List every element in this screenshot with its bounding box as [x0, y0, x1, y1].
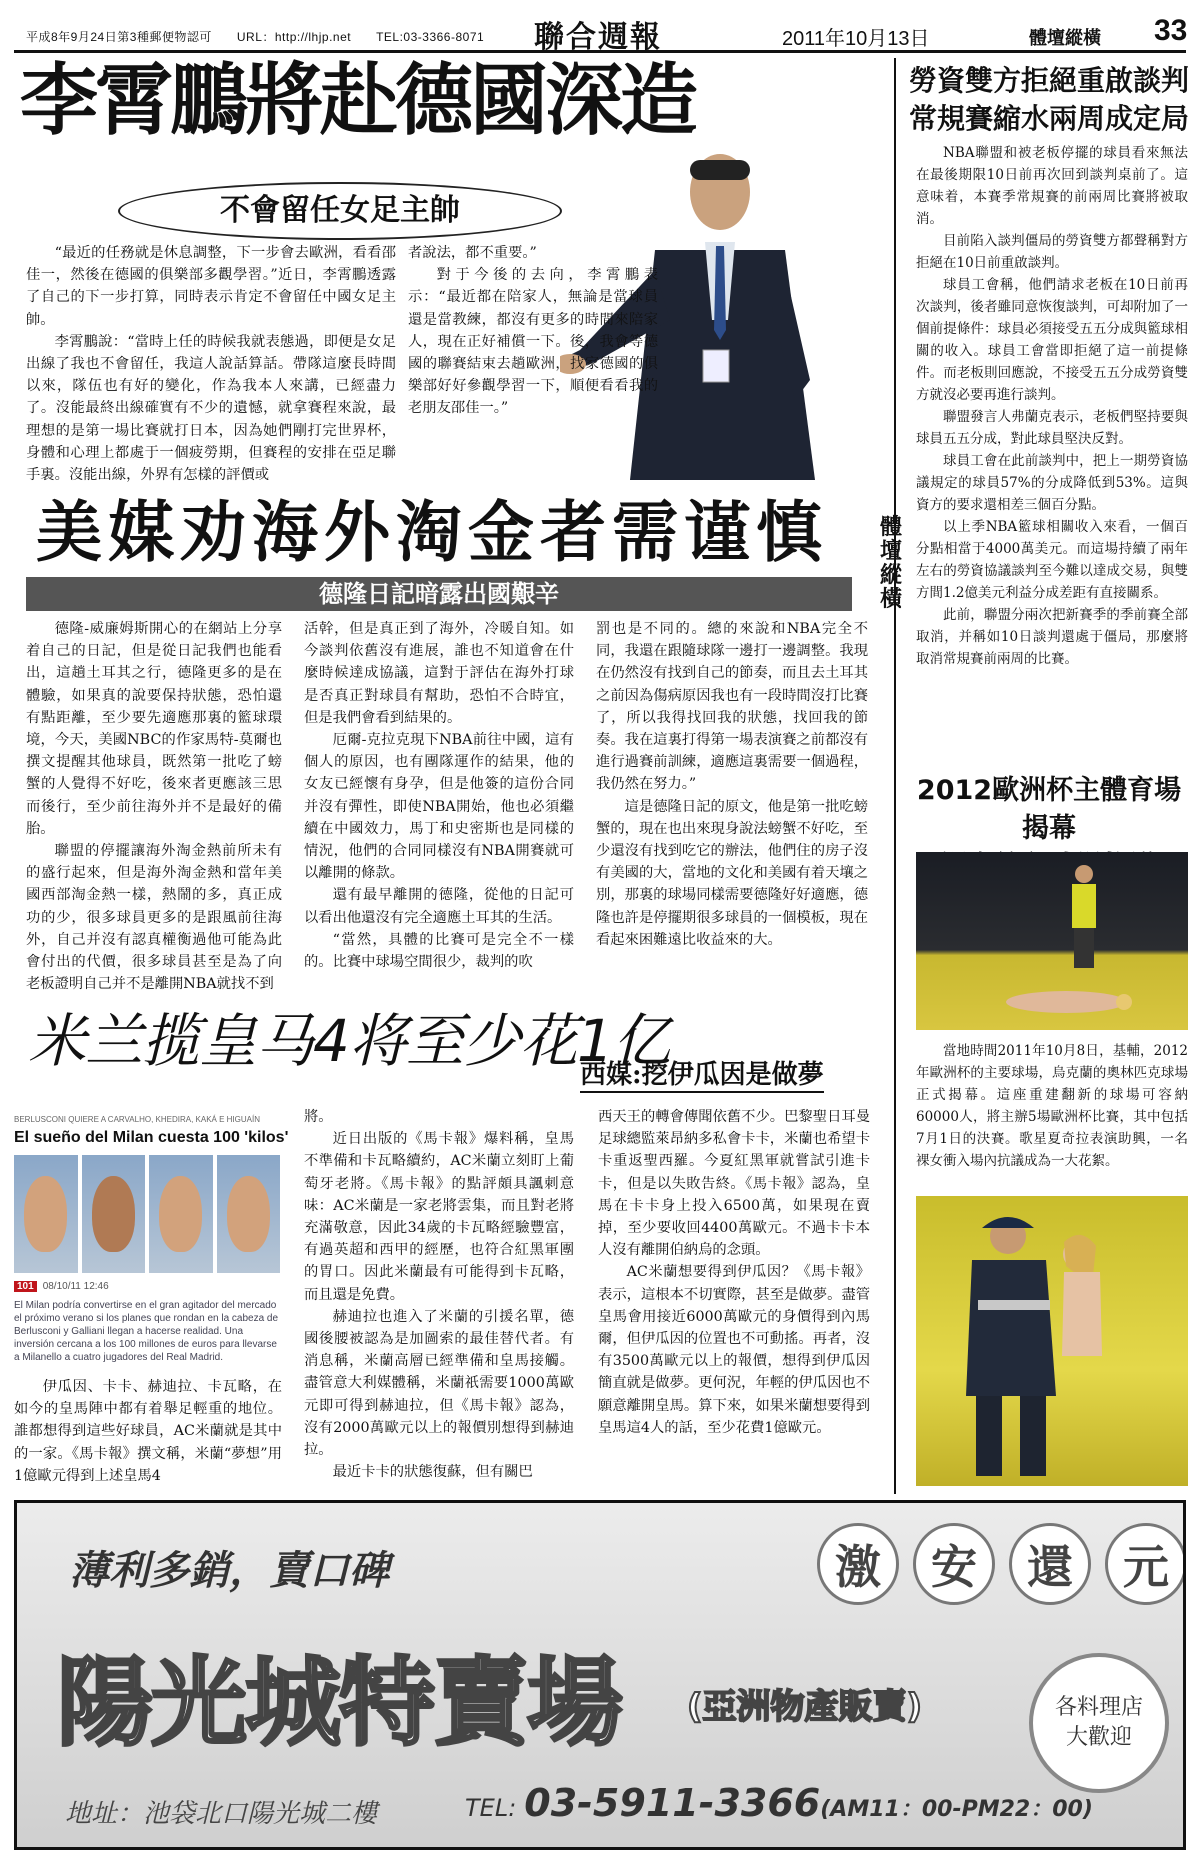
stadium-protest-photo	[916, 852, 1188, 1030]
player-photo	[149, 1155, 213, 1273]
player-portraits	[14, 1155, 280, 1273]
ad-badge: 激	[817, 1523, 899, 1605]
clipping-date: 08/10/11 12:46	[42, 1281, 109, 1292]
comment-badge: 101	[14, 1281, 37, 1292]
ad-slogan: 薄利多銷，賣口碑	[69, 1548, 389, 1594]
player-photo	[217, 1155, 281, 1273]
ad-welcome-stamp	[1029, 1653, 1169, 1793]
ad-hours: (AM11：00-PM22：00)	[820, 1797, 1093, 1822]
sidebar-article2-body: 當地時間2011年10月8日，基輔，2012年歐洲杯的主要球場，烏克蘭的奧林匹克球場正式揭幕。這座重建翻新的球場可容納60000人，將主辦5場歐洲杯比賽，其中包括7月1日的決賽。歌星夏奇拉表演助興，一名裸女衝入場內抗議成為一大花絮。	[916, 1043, 1188, 1169]
ad-badge: 安	[913, 1523, 995, 1605]
article1-headline: 李霄鵬將赴德國深造	[20, 56, 696, 146]
article2-column-2: 活幹，但是真正到了海外，冷暖自知。如今談判依舊沒有進展，誰也不知道會在什麼時候達成協議，這對于評估在海外打球是否真正對球員有幫助，恐怕不合時宜，但是我們會看到結果的。 厄爾-克拉克現下NBA前往中國，這有個人的原因，也有團隊運作的結果，他的女友已經懷有身孕，但是他簽的這份合同并沒有彈性，即使NBA開始，他也必須繼續在中國效力，馬丁和史密斯也是同樣的情況，他們的合同同樣沒有NBA開賽就可以離開的條款。 還有最早離開的德隆，從他的日記可以看出他還沒有完全適應土耳其的生活。 “當然，具體的比賽可是完全不一樣的。比賽中球場空間很少，裁判的吹	[304, 621, 574, 971]
clipping-text: El Milan podría convertirse en el gran agitador del mercado el próximo verano si los planes que rondan en la cabeza de Berlusconi y Galliani llegan a hacerse realidad. Una inversión cercana a los 100 millones de euros para llevarse a Milanello a cuatro jugadores del Real Madrid.	[14, 1300, 279, 1363]
article3-subtitle: 西媒:挖伊瓜因是做夢	[580, 1054, 824, 1093]
article3-column-2: 將。 近日出版的《馬卡報》爆料稱，皇馬不準備和卡瓦略續約，AC米蘭立刻盯上葡萄牙老將。《馬卡報》的點評頗具諷刺意味：AC米蘭是一家老將雲集，而且對老將充滿敬意，因此34歲的卡瓦略經驗豐富，有過英超和西甲的經歷，也符合紅黑軍團的胃口。因此米蘭最有可能得到卡瓦略，而且還是免費。 赫迪拉也進入了米蘭的引援名單，德國後腰被認為是加圖索的最佳替代者。有消息稱，米蘭高層已經準備和皇馬接觸。盡管意大利媒體稱，米蘭祇需要1000萬歐元即可得到赫迪拉，但《馬卡報》認為，沒有2000萬歐元以上的報價別想得到赫迪拉。 最近卡卡的狀態復蘇，但有關巴	[304, 1109, 574, 1481]
issue-date: 2011年10月13日	[782, 28, 930, 50]
player-photo	[14, 1155, 78, 1273]
sidebar-divider	[894, 58, 896, 1494]
ad-address: 地址：池袋北口陽光城二樓	[65, 1799, 378, 1829]
ad-tel-number: 03-5911-3366	[524, 1781, 821, 1825]
player-photo	[82, 1155, 146, 1273]
article3-column-3: 西天王的轉會傳聞依舊不少。巴黎聖日耳曼足球總監萊昂納多私會卡卡，米蘭也希望卡卡重返聖西羅。今夏紅黑軍就嘗試引進卡卡，但是以失敗告終。《馬卡報》認為，皇馬在卡卡身上投入6500萬，如果現在賣掉，至少要收回4400萬歐元。不過卡卡本人沒有離開伯納烏的念頭。 AC米蘭想要得到伊瓜因？《馬卡報》表示，這根本不切實際，甚至是做夢。盡管皇馬會用接近6000萬歐元的身價得到內馬爾，但伊瓜因的位置也不可動搖。再者，沒有3500萬歐元以上的報價，想得到伊瓜因簡直就是做夢。更何況，年輕的伊瓜因也不願意離開皇馬。算下來，如果米蘭想要得到皇馬這4人的話，至少花費1億歐元。	[598, 1109, 870, 1436]
ad-store-name: 陽光城特賣場	[57, 1647, 621, 1759]
clipping-title: El sueño del Milan cuesta 100 'kilos'	[14, 1129, 289, 1146]
article3-column-1: 伊瓜因、卡卡、赫迪拉、卡瓦略，在如今的皇馬陣中都有着舉足輕重的地位。誰都想得到這些好球員，AC米蘭就是其中的一家。《馬卡報》撰文稱，米蘭“夢想”用1億歐元得到上述皇馬4	[14, 1379, 282, 1484]
advertisement-banner	[14, 1500, 1186, 1850]
ad-badge: 還	[1009, 1523, 1091, 1605]
stamp-line-2: 大歡迎	[1065, 1725, 1132, 1750]
stamp-line-1: 各料理店	[1054, 1695, 1143, 1720]
ad-badge: 元	[1105, 1523, 1186, 1605]
masthead	[14, 10, 1186, 53]
sidebar-article2-title: 2012歐洲杯主體育場揭幕	[916, 775, 1182, 844]
sidebar-article1-title: 勞資雙方拒絕重啟談判 常規賽縮水兩周成定局	[908, 64, 1189, 135]
article2-column-3: 罰也是不同的。總的來說和NBA完全不同，我還在跟隨球隊一邊打一邊調整。我現在仍然沒有找到自己的節奏，而且去土耳其之前因為傷病原因我也有一段時間沒打比賽了，所以我得找回我的狀態，找回我的節奏。我在這裏打得第一場表演賽之前都沒有進行過賽前訓練，適應這裏需要一個過程，我仍然在努力。” 這是德隆日記的原文，他是第一批吃螃蟹的，現在也出來現身說法螃蟹不好吃，至少還沒有找到吃它的辦法，他們住的房子沒有美國的大，當地的文化和美國有着天壤之別，那裏的球場同樣需要德隆好好適應，德隆也許是停擺期很多球員的一個模板，現在看起來困難遠比收益來的大。	[596, 621, 868, 948]
ad-phone	[465, 1781, 1093, 1825]
publication-info: 平成8年9月24日第3種郵便物認可 URL：http://lhjp.net TEL:03-3366-8071	[26, 30, 485, 44]
article2-headline: 美媒劝海外淘金者需谨慎	[36, 494, 828, 571]
clipping-kicker: BERLUSCONI QUIERE A CARVALHO, KHEDIRA, KAKÁ E HIGUAÍN	[14, 1115, 260, 1124]
article2-subtitle-bar: 德隆日記暗露出國艱辛	[26, 577, 852, 611]
page-number: 33	[1154, 14, 1188, 47]
article1-column-1: “最近的任務就是休息調整，下一步會去歐洲，看看邵佳一，然後在德國的俱樂部多觀學習。”近日，李霄鵬透露了自己的下一步打算，同時表示肯定不會留任中國女足主帥。 李霄鵬說：“當時上任的時候我就表態過，即便是女足出線了我也不會留任，我這人說話算話。帶隊這麼長時間以來，隊伍也有好的變化，作為我本人來講，已經盡力了。沒能最終出線確實有不少的遺憾，就拿賽程來說，最理想的是第一場比賽就打日本，因為她們剛打完世界杯，身體和心理上都處于一個疲勞期，但賽程的安排在亞足聯手裏。沒能出線，外界有怎樣的評價或	[26, 245, 396, 484]
section-side-tag: 體壇縱橫	[879, 515, 902, 612]
ad-store-subtitle: (亞洲物產販賣)	[687, 1687, 923, 1727]
article2-column-1: 德隆-威廉姆斯開心的在網站上分享着自己的日記，但是從日記我們也能看出，這趟土耳其之行，德隆更多的是在體驗，如果真的說要保持狀態，恐怕還有點距離，至少要先適應那裏的籃球環境，今天，美國NBC的作家馬特-莫爾也撰文提醒其他球員，既然第一批吃了螃蟹的人覺得不好吃，後來者更應該三思而後行，至少前往海外并不是最好的備胎。 聯盟的停擺讓海外淘金熱前所未有的盛行起來，但是海外淘金熱和當年美國西部淘金熱一樣，熱鬧的多，真正成功的少，很多球員更多的是跟風前往海外，自己并沒有認真權衡過他可能為此會付出的代價，很多球員甚至是為了向老板證明自己并不是離開NBA就找不到	[26, 621, 282, 993]
article1-subtitle: 不會留任女足主帥	[118, 182, 562, 240]
article3-headline: 米兰揽皇马4将至少花1亿	[28, 1007, 670, 1075]
section-name: 體壇縱橫	[1029, 28, 1101, 48]
clipping-meta	[14, 1281, 109, 1292]
ad-tel-label: TEL:	[465, 1794, 517, 1822]
sidebar-article1-body: NBA聯盟和被老板停擺的球員看來無法在最後期限10日前再次回到談判桌前了。這意味着，本賽季常規賽的前兩周比賽將被取消。 目前陷入談判僵局的勞資雙方都聲稱對方拒絕在10日前重啟談判。 球員工會稱，他們請求老板在10日前再次談判，後者雖同意恢復談判，可却附加了一個前提條件：球員必須接受五五分成與籃球相關的收入。球員工會當即拒絕了這一前提條件。而老板則回應說，不接受五五分成勞資雙方就沒必要再進行談判。 聯盟發言人弗蘭克表示，老板們堅持要與球員五五分成，對此球員堅決反對。 球員工會在此前談判中，把上一期勞資協議規定的球員57%的分成降低到53%。這與資方的要求還相差三個百分點。 以上季NBA籃球相關收入來看，一個百分點相當于4000萬美元。而這場持續了兩年左右的勞資協議談判至今難以達成交易，與雙方間1.2億美元利益分成差距有直接關系。 此前，聯盟分兩次把新賽季的季前賽全部取消，并稱如10日談判還處于僵局，那麼將取消常規賽前兩周的比賽。	[916, 145, 1188, 667]
milan-web-clipping	[14, 1115, 289, 1375]
brand-title: 聯合週報	[534, 21, 662, 54]
ad-badges	[817, 1523, 1186, 1605]
steward-restraining-protester-photo	[916, 1196, 1188, 1486]
article1-column-2: 者說法，都不重要。” 對于今後的去向，李霄鵬表示：“最近都在陪家人，無論是當球員還是當教練，都沒有更多的時間來陪家人，現在正好補償一下。後，我會等德國的聯賽結束去趟歐洲，找家德國的俱樂部好好參觀學習一下，順便看看我的老朋友邵佳一。”	[408, 245, 658, 417]
